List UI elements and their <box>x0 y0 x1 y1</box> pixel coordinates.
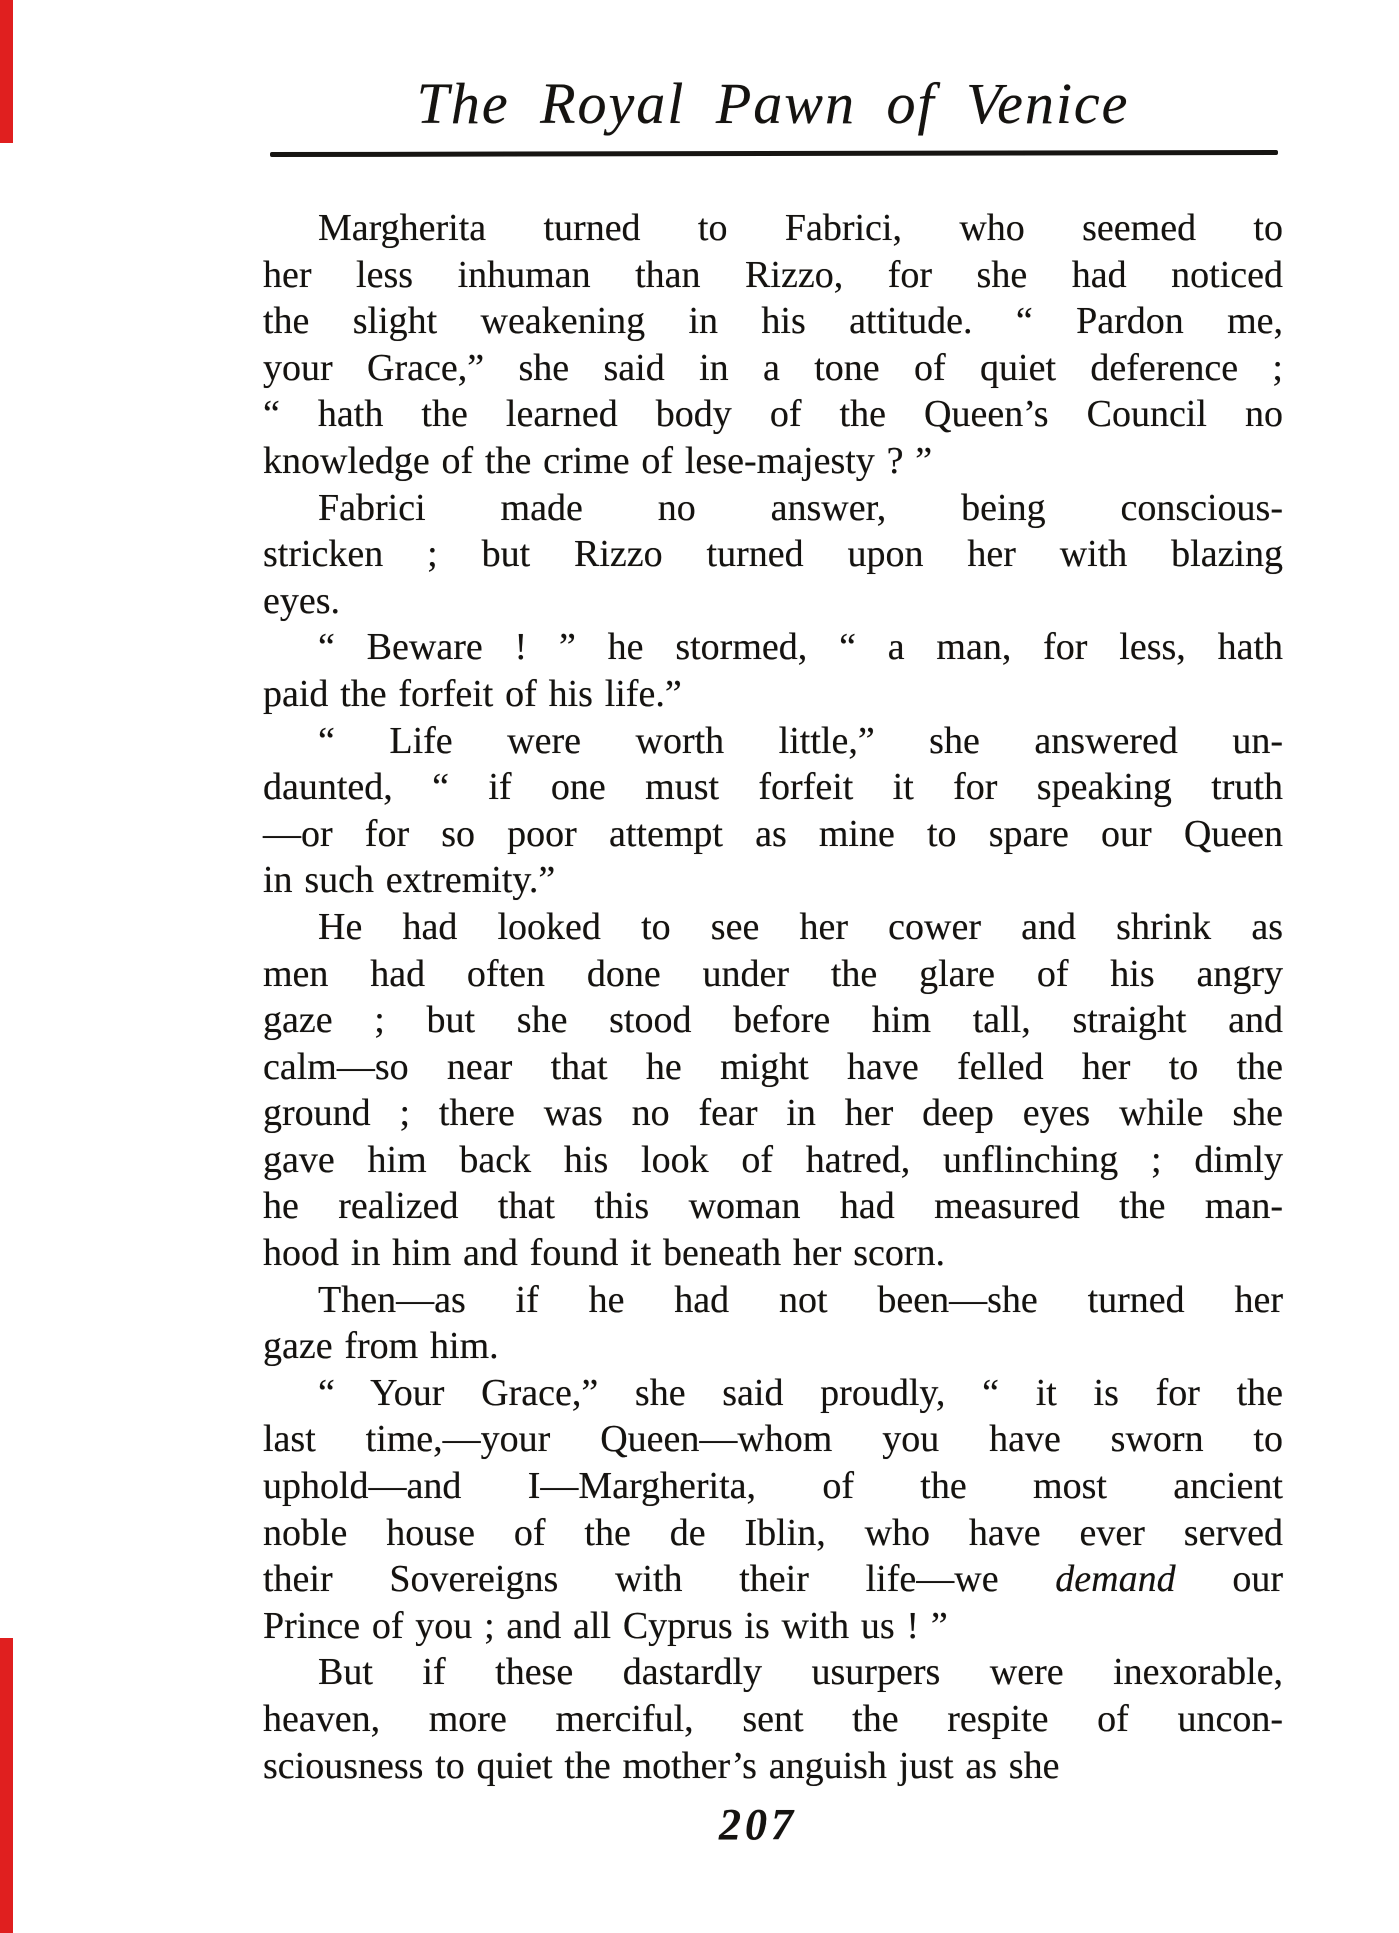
text-line: “ Your Grace,” she said proudly, “ it is for the <box>318 1371 1283 1414</box>
text-line: Margherita turned to Fabrici, who seemed to <box>318 207 1283 249</box>
text-line: gave him back his look of hatred, unflinching ; dimly <box>263 1138 1283 1181</box>
paragraph <box>263 1370 1283 1650</box>
text-line: stricken ; but Rizzo turned upon her with blazing <box>263 533 1283 576</box>
text-line: eyes. <box>263 579 341 622</box>
text-line: He had looked to see her cower and shrink as <box>318 905 1283 948</box>
header-rule <box>270 150 1278 157</box>
text-line: paid the forfeit of his life.” <box>263 672 682 715</box>
paragraph <box>263 624 1283 717</box>
text-line: their Sovereigns with their life—we demand our <box>263 1558 1283 1601</box>
text-line: “ hath the learned body of the Queen’s Council no <box>263 393 1283 436</box>
text-line: “ Beware ! ” he stormed, “ a man, for less, hath <box>318 626 1283 669</box>
text-line: uphold—and I—Margherita, of the most ancient <box>263 1465 1283 1508</box>
paragraph <box>263 1277 1283 1370</box>
text-line: ground ; there was no fear in her deep eyes while she <box>263 1092 1283 1135</box>
text-line: men had often done under the glare of his angry <box>263 952 1283 995</box>
text-line: the slight weakening in his attitude. “ Pardon me, <box>263 300 1283 343</box>
text-line: gaze from him. <box>263 1325 499 1368</box>
text-line: Prince of you ; and all Cyprus is with us ! ” <box>263 1604 948 1647</box>
text-line: But if these dastardly usurpers were inexorable, <box>318 1651 1283 1694</box>
text-line: in such extremity.” <box>263 859 556 902</box>
scan-edge-mark-top <box>0 0 13 143</box>
text-line: daunted, “ if one must forfeit it for speaking truth <box>263 766 1283 809</box>
text-line: gaze ; but she stood before him tall, straight and <box>263 999 1283 1042</box>
paragraph <box>263 485 1283 625</box>
body-text <box>263 205 1283 1789</box>
text-line: noble house of the de Iblin, who have ever served <box>263 1511 1283 1554</box>
text-line: Fabrici made no answer, being conscious- <box>318 486 1283 529</box>
text-line: he realized that this woman had measured the man- <box>263 1185 1283 1228</box>
text-line: Then—as if he had not been—she turned her <box>318 1278 1283 1321</box>
paragraph <box>263 904 1283 1277</box>
running-header-title: The Royal Pawn of Venice <box>416 71 1130 136</box>
text-line: “ Life were worth little,” she answered un- <box>318 719 1283 762</box>
text-line: knowledge of the crime of lese-majesty ? ” <box>263 439 933 482</box>
text-line: your Grace,” she said in a tone of quiet deference ; <box>263 346 1283 389</box>
text-line: her less inhuman than Rizzo, for she had noticed <box>263 253 1283 296</box>
paragraph <box>263 1649 1283 1789</box>
page-number: 207 <box>719 1800 797 1849</box>
text-line: hood in him and found it beneath her scorn. <box>263 1232 946 1275</box>
text-line: last time,—your Queen—whom you have sworn to <box>263 1418 1283 1461</box>
paragraph <box>263 205 1283 485</box>
paragraph <box>263 718 1283 904</box>
text-line: sciousness to quiet the mother’s anguish just as she <box>263 1744 1060 1787</box>
text-line: heaven, more merciful, sent the respite of uncon- <box>263 1698 1283 1740</box>
scan-edge-mark-bottom <box>0 1638 13 1933</box>
text-line: calm—so near that he might have felled her to the <box>263 1045 1283 1088</box>
text-line: —or for so poor attempt as mine to spare our Queen <box>263 812 1283 855</box>
